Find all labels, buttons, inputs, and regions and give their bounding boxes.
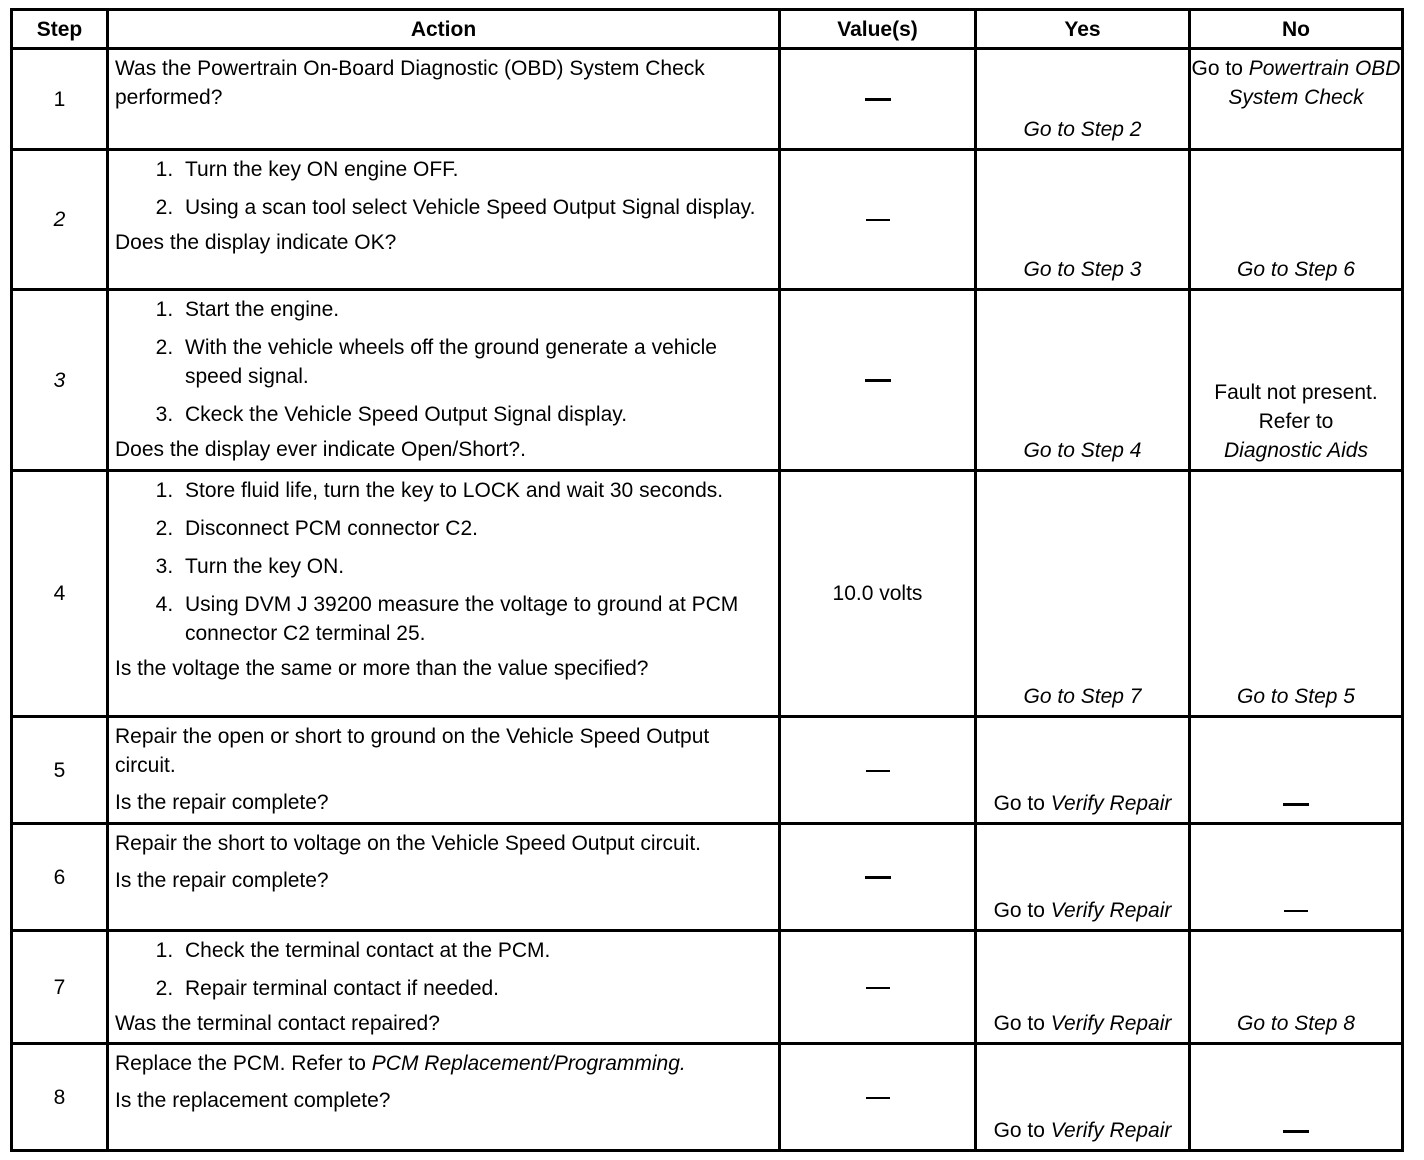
no-link[interactable]: Diagnostic Aids <box>1224 439 1368 462</box>
action-text: Repair the open or short to ground on the Vehicle Speed Output circuit. <box>115 725 710 777</box>
action-question: Is the voltage the same or more than the value specified? <box>115 657 649 680</box>
action-steps <box>115 295 770 429</box>
step-number: 8 <box>12 1044 108 1151</box>
yes-link[interactable]: Verify Repair <box>1050 792 1172 815</box>
step-number: 3 <box>12 290 108 471</box>
action-cell <box>108 290 780 471</box>
value-cell <box>780 150 976 290</box>
action-cell <box>108 49 780 150</box>
table-row-step-6 <box>12 824 1403 931</box>
value-cell <box>780 471 976 717</box>
yes-prefix: Go to <box>993 899 1045 922</box>
value-dash <box>865 379 891 382</box>
yes-link[interactable]: Verify Repair <box>1050 899 1172 922</box>
yes-prefix: Go to <box>993 1012 1045 1035</box>
header-yes: Yes <box>976 10 1190 49</box>
action-text: Replace the PCM. Refer to <box>115 1052 366 1075</box>
action-step: 1. Turn the key ON engine OFF. <box>179 155 770 184</box>
yes-cell <box>976 717 1190 824</box>
yes-link[interactable]: Go to Step 4 <box>1023 439 1142 462</box>
value-text: 10.0 volts <box>832 582 923 605</box>
no-cell <box>1190 290 1403 471</box>
no-cell <box>1190 471 1403 717</box>
value-cell <box>780 1044 976 1151</box>
action-step: 2. Repair terminal contact if needed. <box>179 974 770 1003</box>
step-number: 1 <box>12 49 108 150</box>
table-row-step-1 <box>12 49 1403 150</box>
no-link[interactable]: Go to Step 6 <box>1237 258 1355 281</box>
table-row-step-8 <box>12 1044 1403 1151</box>
no-fault-text: Fault not present. <box>1214 381 1378 404</box>
action-step: 1. Check the terminal contact at the PCM. <box>179 936 770 965</box>
no-cell <box>1190 1044 1403 1151</box>
yes-prefix: Go to <box>993 1119 1045 1142</box>
value-cell <box>780 49 976 150</box>
action-text: Was the Powertrain On-Board Diagnostic (OBD) System Check performed? <box>115 57 705 109</box>
yes-link[interactable]: Go to Step 7 <box>1023 685 1142 708</box>
no-dash <box>1283 1130 1309 1133</box>
no-link[interactable]: Go to Step 5 <box>1237 685 1355 708</box>
action-step: 3. Ckeck the Vehicle Speed Output Signal display. <box>179 400 770 429</box>
no-cell <box>1190 150 1403 290</box>
no-cell <box>1190 717 1403 824</box>
action-question: Does the display ever indicate Open/Short?. <box>115 438 526 461</box>
yes-link[interactable]: Verify Repair <box>1050 1119 1172 1142</box>
table-row-step-7 <box>12 931 1403 1044</box>
header-step: Step <box>12 10 108 49</box>
yes-prefix: Go to <box>993 792 1045 815</box>
action-text: Repair the short to voltage on the Vehicle Speed Output circuit. <box>115 832 702 855</box>
value-cell <box>780 290 976 471</box>
step-number: 5 <box>12 717 108 824</box>
action-question: Was the terminal contact repaired? <box>115 1012 440 1035</box>
table-row-step-5 <box>12 717 1403 824</box>
diagnostic-table <box>10 8 1404 1152</box>
value-dash <box>866 770 890 772</box>
action-cell <box>108 824 780 931</box>
value-dash <box>866 987 890 989</box>
step-number: 7 <box>12 931 108 1044</box>
action-cell <box>108 717 780 824</box>
yes-cell <box>976 290 1190 471</box>
action-link[interactable]: PCM Replacement/Programming. <box>371 1052 686 1075</box>
action-question: Is the repair complete? <box>115 869 329 892</box>
action-question: Does the display indicate OK? <box>115 231 397 254</box>
no-cell <box>1190 49 1403 150</box>
yes-cell <box>976 471 1190 717</box>
table-row-step-2 <box>12 150 1403 290</box>
value-cell <box>780 931 976 1044</box>
action-cell <box>108 150 780 290</box>
no-refer-text: Refer to <box>1258 410 1334 433</box>
action-steps <box>115 936 770 1003</box>
action-question: Is the replacement complete? <box>115 1089 391 1112</box>
no-link[interactable]: Powertrain OBD System Check <box>1228 57 1401 109</box>
yes-link[interactable]: Go to Step 2 <box>1023 118 1142 141</box>
value-cell <box>780 824 976 931</box>
no-link[interactable]: Go to Step 8 <box>1237 1012 1355 1035</box>
action-steps <box>115 155 770 222</box>
table-row-step-4 <box>12 471 1403 717</box>
header-no: No <box>1190 10 1403 49</box>
header-values: Value(s) <box>780 10 976 49</box>
action-question: Is the repair complete? <box>115 791 329 814</box>
diagnostic-table-page <box>10 8 1401 1152</box>
value-dash <box>865 98 891 101</box>
value-dash <box>866 219 890 221</box>
action-step: 4. Using DVM J 39200 measure the voltage to ground at PCM connector C2 terminal 25. <box>179 590 770 648</box>
action-step: 1. Store fluid life, turn the key to LOCK and wait 30 seconds. <box>179 476 770 505</box>
no-dash <box>1284 910 1308 912</box>
yes-link[interactable]: Go to Step 3 <box>1023 258 1142 281</box>
action-steps <box>115 476 770 648</box>
yes-cell <box>976 150 1190 290</box>
yes-cell <box>976 1044 1190 1151</box>
header-row <box>12 10 1403 49</box>
header-action: Action <box>108 10 780 49</box>
action-cell <box>108 1044 780 1151</box>
yes-cell <box>976 824 1190 931</box>
table-row-step-3 <box>12 290 1403 471</box>
action-step: 2. Disconnect PCM connector C2. <box>179 514 770 543</box>
action-cell <box>108 931 780 1044</box>
value-dash <box>865 876 891 879</box>
step-number: 4 <box>12 471 108 717</box>
yes-cell <box>976 931 1190 1044</box>
yes-cell <box>976 49 1190 150</box>
no-dash <box>1283 803 1309 806</box>
action-step: 2. Using a scan tool select Vehicle Speed Output Signal display. <box>179 193 770 222</box>
action-step: 3. Turn the key ON. <box>179 552 770 581</box>
step-number: 6 <box>12 824 108 931</box>
no-cell <box>1190 931 1403 1044</box>
yes-link[interactable]: Verify Repair <box>1050 1012 1172 1035</box>
action-step: 2. With the vehicle wheels off the ground generate a vehicle speed signal. <box>179 333 770 391</box>
no-prefix: Go to <box>1191 57 1243 80</box>
step-number: 2 <box>12 150 108 290</box>
value-cell <box>780 717 976 824</box>
action-step: 1. Start the engine. <box>179 295 770 324</box>
value-dash <box>866 1097 890 1099</box>
action-cell <box>108 471 780 717</box>
no-cell <box>1190 824 1403 931</box>
